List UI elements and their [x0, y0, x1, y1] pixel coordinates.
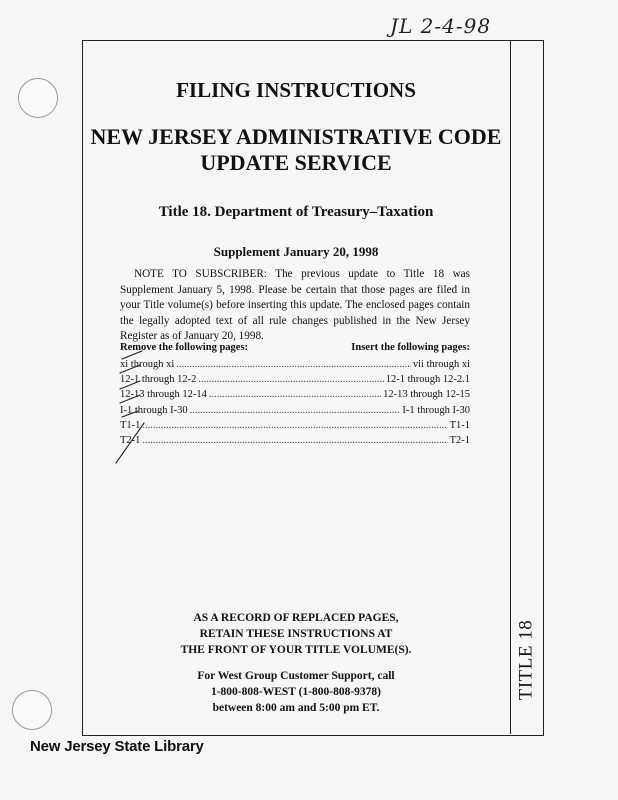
code-heading — [82, 124, 510, 176]
title-tab — [508, 610, 544, 710]
library-stamp: New Jersey State Library — [30, 738, 204, 755]
record-instructions — [82, 610, 510, 658]
remove-pages: xi through xi — [120, 359, 175, 370]
remove-pages: 12-13 through 12-14 — [120, 389, 207, 401]
insert-pages: vii through xi — [412, 359, 470, 370]
customer-support — [82, 668, 510, 716]
insert-header: Insert the following pages: — [351, 342, 470, 353]
insert-pages: 12-13 through 12-15 — [383, 389, 470, 401]
page-row — [120, 403, 470, 418]
page-row — [120, 372, 470, 387]
handwritten-annotation: JL 2-4-98 — [390, 14, 492, 38]
leader-dots — [142, 418, 447, 433]
page-row — [120, 418, 470, 433]
binder-hole-bottom — [12, 690, 52, 730]
support-line: For West Group Customer Support, call — [197, 670, 395, 682]
supplement-date: Supplement January 20, 1998 — [213, 244, 379, 259]
insert-pages: T2-1 — [449, 435, 470, 447]
pages-header — [120, 342, 470, 353]
page-row — [120, 357, 470, 372]
code-heading-line2: UPDATE SERVICE — [200, 150, 392, 175]
support-hours: between 8:00 am and 5:00 pm ET. — [212, 702, 380, 714]
leader-dots — [190, 403, 401, 418]
insert-pages: I-1 through I-30 — [402, 404, 470, 416]
code-heading-line1: NEW JERSEY ADMINISTRATIVE CODE — [90, 124, 502, 149]
record-line: AS A RECORD OF REPLACED PAGES, — [193, 612, 399, 624]
remove-header: Remove the following pages: — [120, 342, 249, 353]
binder-hole-top — [18, 78, 58, 118]
remove-pages: 12-1 through 12-2 — [120, 374, 197, 386]
record-line: RETAIN THESE INSTRUCTIONS AT — [199, 628, 393, 640]
remove-pages: T1-1 — [120, 419, 141, 431]
remove-pages: T2-1 — [120, 435, 141, 447]
title-tab-label: TITLE 18 — [515, 619, 537, 701]
page-row — [120, 433, 470, 448]
subscriber-note: NOTE TO SUBSCRIBER: The previous update to Title 18 was Supplement January 5, 1998. Please be certain that those pages are filed in your Title volume(s) before inserting this update. The enclosed pages contain the legally adopted text of all rule changes published in the New Jersey Register as of January 20, 1998. — [120, 268, 470, 343]
leader-dots — [209, 387, 381, 402]
insert-pages: T1-1 — [449, 419, 470, 431]
remove-pages: I-1 through I-30 — [120, 404, 188, 416]
leader-dots — [142, 433, 447, 448]
insert-pages: 12-1 through 12-2.1 — [385, 374, 470, 386]
title-subtitle: Title 18. Department of Treasury–Taxation — [158, 204, 434, 220]
page-row — [120, 387, 470, 402]
handwritten-strike-mark — [114, 345, 150, 465]
record-line: THE FRONT OF YOUR TITLE VOLUME(S). — [180, 644, 412, 656]
page-list — [120, 357, 470, 448]
leader-dots — [198, 372, 383, 387]
page-title: FILING INSTRUCTIONS — [176, 78, 416, 102]
support-phone: 1-800-808-WEST (1-800-808-9378) — [210, 686, 382, 698]
leader-dots — [176, 357, 411, 372]
